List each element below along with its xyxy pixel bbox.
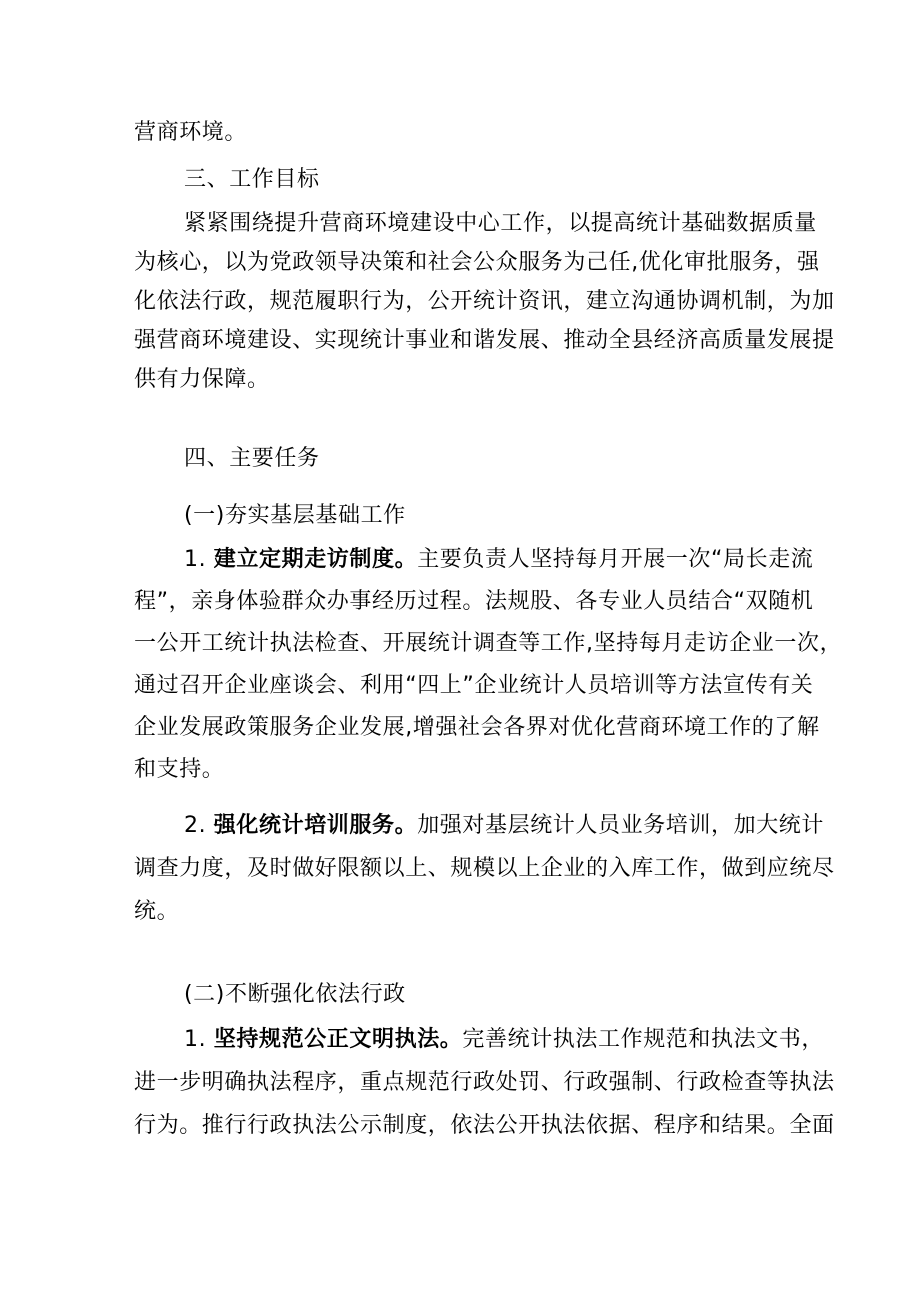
paragraph-line: 行为。推行行政执法公示制度，依法公开执法依据、程序和结果。全面 bbox=[134, 1113, 835, 1138]
paragraph-line: 进一步明确执法程序，重点规范行政处罚、行政强制、行政检查等执法 bbox=[134, 1070, 835, 1095]
paragraph-line: 和支持。 bbox=[134, 757, 225, 782]
item-title: 强化统计培训服务。 bbox=[213, 813, 418, 838]
paragraph-line: 调查力度，及时做好限额以上、规模以上企业的入库工作，做到应统尽 bbox=[134, 856, 835, 881]
list-item-first-line bbox=[184, 811, 824, 841]
item-number: 1. bbox=[184, 1027, 207, 1052]
paragraph-line: 强营商环境建设、实现统计事业和谐发展、推动全县经济高质量发展提 bbox=[134, 328, 835, 353]
item-text: 主要负责人坚持每月开展一次“局长走流 bbox=[417, 547, 814, 572]
paragraph-line: 为核心，以为党政领导决策和社会公众服务为己任,优化审批服务，强 bbox=[134, 250, 820, 275]
item-number: 2. bbox=[184, 813, 207, 838]
paragraph-line: 程”，亲身体验群众办事经历过程。法规股、各专业人员结合“双随机 bbox=[134, 589, 814, 614]
paragraph-line: 统。 bbox=[134, 899, 180, 924]
paragraph-line: 紧紧围绕提升营商环境建设中心工作，以提高统计基础数据质量 bbox=[184, 211, 817, 236]
item-text: 加强对基层统计人员业务培训，加大统计 bbox=[417, 813, 825, 838]
item-text: 完善统计执法工作规范和执法文书， bbox=[462, 1027, 825, 1052]
list-item-first-line bbox=[184, 545, 813, 575]
paragraph-line: 一公开工统计执法检查、开展统计调查等工作,坚持每月走访企业一次， bbox=[134, 631, 843, 656]
item-title: 坚持规范公正文明执法。 bbox=[213, 1027, 463, 1052]
section-heading: 三、工作目标 bbox=[184, 167, 320, 192]
item-number: 1. bbox=[184, 547, 207, 572]
subsection-heading: (二)不断强化依法行政 bbox=[184, 982, 406, 1007]
item-title: 建立定期走访制度。 bbox=[213, 547, 418, 572]
section-heading: 四、主要任务 bbox=[184, 446, 320, 471]
paragraph-line: 通过召开企业座谈会、利用“四上”企业统计人员培训等方法宣传有关 bbox=[134, 673, 814, 698]
paragraph-line: 企业发展政策服务企业发展,增强社会各界对优化营商环境工作的了解 bbox=[134, 715, 820, 740]
list-item-first-line bbox=[184, 1025, 824, 1055]
paragraph-line: 供有力保障。 bbox=[134, 367, 270, 392]
subsection-heading: (一)夯实基层基础工作 bbox=[184, 503, 406, 528]
paragraph-line: 化依法行政，规范履职行为，公开统计资讯，建立沟通协调机制，为加 bbox=[134, 289, 835, 314]
text-line: 营商环境。 bbox=[134, 120, 248, 145]
